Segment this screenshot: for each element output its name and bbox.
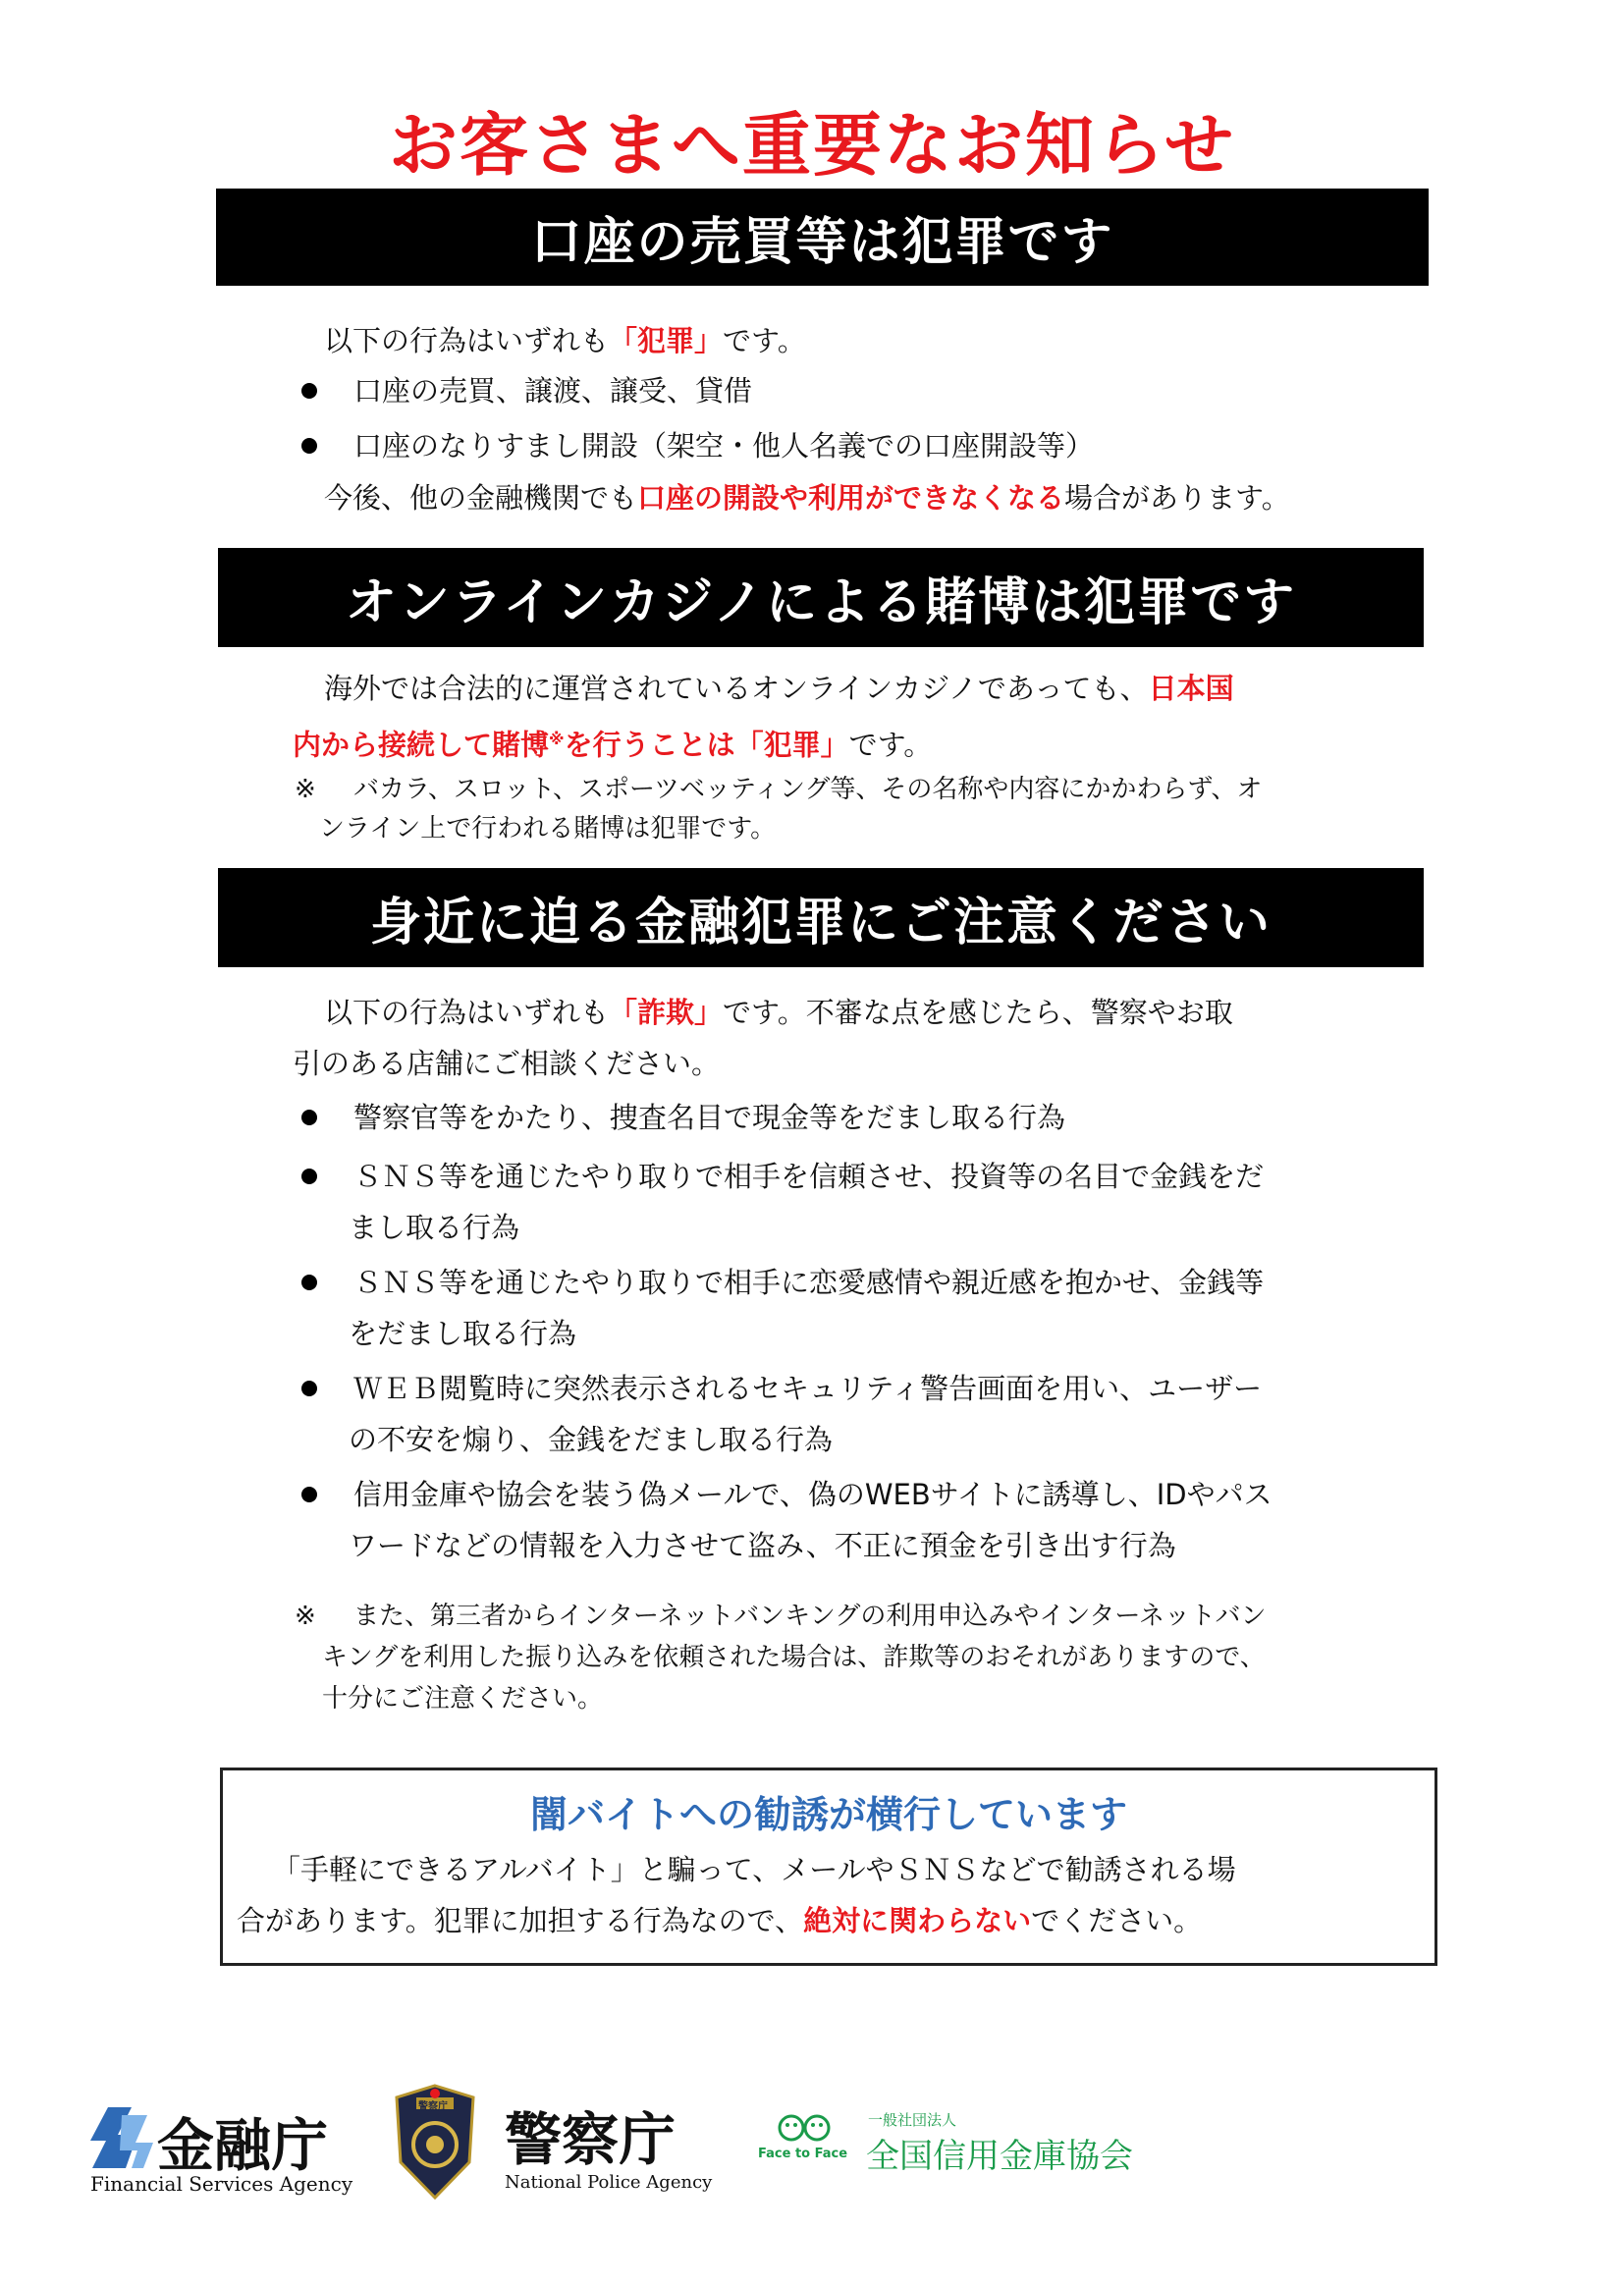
list-item-continued: ワードなどの情報を入力させて盗み、不正に預金を引き出す行為 bbox=[349, 1529, 1176, 1562]
list-item: 信用金庫や協会を装う偽メールで、偽のWEBサイトに誘導し、IDやパス bbox=[353, 1478, 1272, 1511]
shinkin-logo bbox=[758, 2109, 1151, 2188]
footnote-line: キングを利用した振り込みを依頼された場合は、詐欺等のおそれがありますので、 bbox=[322, 1643, 1266, 1672]
fsa-name: 金融庁 bbox=[157, 2112, 329, 2179]
section2-line2 bbox=[293, 711, 932, 774]
list-item: 口座のなりすまし開設（架空・他人名義での口座開設等） bbox=[353, 429, 1095, 462]
fsa-mark-icon bbox=[88, 2105, 155, 2170]
list-item: 警察官等をかたり、捜査名目で現金等をだまし取る行為 bbox=[353, 1101, 1066, 1134]
list-item: 口座の売買、譲渡、譲受、貸借 bbox=[353, 374, 753, 408]
notice-box-line: 「手軽にできるアルバイト」と騙って、メールやＳＮＳなどで勧誘される場 bbox=[272, 1853, 1236, 1886]
badge-label: 警察庁 bbox=[418, 2101, 448, 2112]
casino-highlight: 内から接続して賭博 bbox=[293, 728, 550, 762]
section-heading-text: オンラインカジノによる賭博は犯罪です bbox=[345, 573, 1297, 632]
notice-box-line bbox=[237, 1892, 1202, 1949]
list-item-continued: の不安を煽り、金銭をだまし取る行為 bbox=[349, 1423, 834, 1456]
section1-intro bbox=[324, 312, 806, 369]
intro-text-end: です。不審な点を感じたら、警察やお取 bbox=[723, 996, 1233, 1029]
notice-box-title: 闇バイトへの勧誘が横行しています bbox=[529, 1793, 1127, 1836]
closing-text-end: 場合があります。 bbox=[1064, 481, 1290, 515]
shinkin-org-type: 一般社団法人 bbox=[868, 2111, 957, 2129]
section-heading-text: 身近に迫る金融犯罪にご注意ください bbox=[369, 894, 1272, 952]
bullet-icon bbox=[301, 1275, 317, 1290]
bullet-icon bbox=[301, 383, 317, 399]
casino-highlight: 日本国 bbox=[1148, 672, 1234, 705]
closing-text: 今後、他の金融機関でも bbox=[324, 481, 638, 515]
list-item: ＳＮＳ等を通じたやり取りで相手を信頼させ、投資等の名目で金銭をだ bbox=[353, 1160, 1265, 1193]
bullet-icon bbox=[301, 1487, 317, 1502]
fsa-logo bbox=[88, 2099, 363, 2198]
intro-text: 以下の行為はいずれも bbox=[324, 324, 610, 357]
shinkin-name: 全国信用金庫協会 bbox=[866, 2137, 1133, 2176]
face-to-face-label: Face to Face bbox=[758, 2147, 848, 2161]
footnote-mark: ※ bbox=[295, 775, 316, 804]
section-heading-financial-crime bbox=[218, 868, 1424, 967]
bullet-icon bbox=[301, 438, 317, 454]
footnote-line: また、第三者からインターネットバンキングの利用申込みやインターネットバン bbox=[353, 1602, 1267, 1631]
intro-highlight: 「詐欺」 bbox=[609, 996, 724, 1029]
bullet-icon bbox=[301, 1110, 317, 1125]
footnote-line: 十分にご注意ください。 bbox=[322, 1684, 604, 1714]
fsa-english: Financial Services Agency bbox=[90, 2172, 353, 2196]
section3-intro-line2: 引のある店舗にご相談ください。 bbox=[293, 1047, 721, 1080]
section1-closing bbox=[324, 469, 1290, 526]
intro-text-end: です。 bbox=[723, 324, 806, 357]
list-item: ＳＮＳ等を通じたやり取りで相手に恋愛感情や親近感を抱かせ、金銭等 bbox=[353, 1266, 1265, 1299]
npa-name: 警察庁 bbox=[505, 2106, 677, 2173]
casino-text: 海外では合法的に運営されているオンラインカジノであっても、 bbox=[324, 672, 1149, 705]
section-heading-text: 口座の売買等は犯罪です bbox=[530, 213, 1114, 272]
list-item-continued: まし取る行為 bbox=[349, 1211, 520, 1244]
footnote-line: バカラ、スロット、スポーツベッティング等、その名称や内容にかかわらず、オ bbox=[353, 775, 1263, 804]
section3-intro bbox=[324, 984, 1233, 1041]
casino-highlight: を行うことは「犯罪」 bbox=[564, 728, 849, 762]
face-to-face-icon bbox=[778, 2113, 831, 2143]
section-heading-account-trade bbox=[216, 189, 1429, 286]
page-title: お客さまへ重要なお知らせ bbox=[389, 105, 1235, 186]
footnote-mark: ※ bbox=[295, 1602, 316, 1631]
intro-text: 以下の行為はいずれも bbox=[324, 996, 610, 1029]
closing-highlight: 口座の開設や利用ができなくなる bbox=[637, 481, 1065, 515]
notice-highlight: 絶対に関わらない bbox=[803, 1904, 1032, 1937]
intro-highlight: 「犯罪」 bbox=[609, 324, 724, 357]
section2-line1 bbox=[324, 660, 1234, 717]
section-heading-online-casino bbox=[218, 548, 1424, 647]
list-item-continued: をだまし取る行為 bbox=[349, 1317, 577, 1350]
list-item: ＷＥＢ閲覧時に突然表示されるセキュリティ警告画面を用い、ユーザー bbox=[353, 1372, 1263, 1405]
npa-logo bbox=[395, 2084, 719, 2211]
footnote-mark: ※ bbox=[549, 730, 565, 748]
notice-box bbox=[220, 1768, 1437, 1966]
footnote-line: ンライン上で行われる賭博は犯罪です。 bbox=[319, 814, 777, 843]
notice-text: 合があります。犯罪に加担する行為なので、 bbox=[237, 1904, 804, 1937]
notice-text-end: でください。 bbox=[1031, 1904, 1203, 1937]
casino-text-end: です。 bbox=[848, 728, 933, 762]
bullet-icon bbox=[301, 1381, 317, 1396]
npa-english: National Police Agency bbox=[505, 2172, 713, 2193]
bullet-icon bbox=[301, 1169, 317, 1184]
